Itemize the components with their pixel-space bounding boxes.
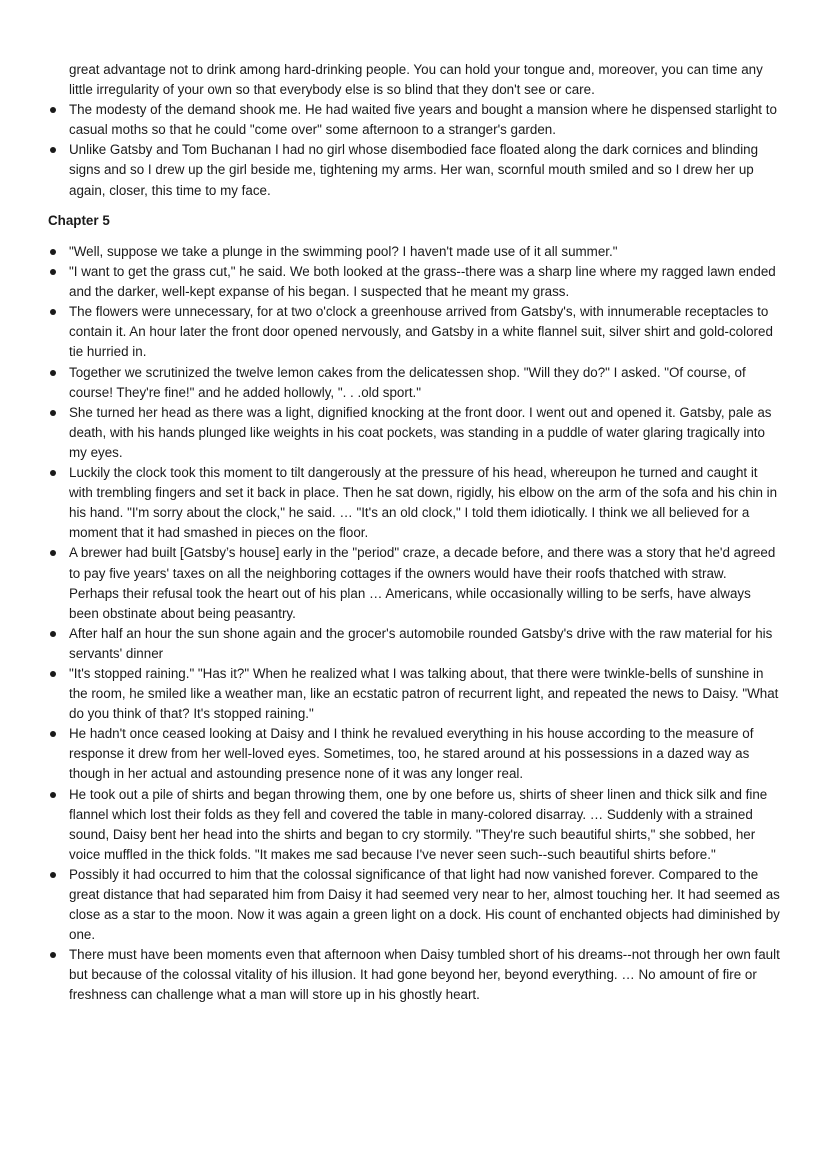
- bullet-icon: [50, 731, 56, 737]
- list-item: [0, 242, 828, 262]
- bullet-icon: [50, 952, 56, 958]
- list-item-text: She turned her head as there was a light, dignified knocking at the front door. I went out and opened it. Gatsby, pale as death, with his hands plunged like weights in his coat pockets, was standing in a puddle of water glaring tragically into my eyes.: [69, 404, 772, 460]
- bullet-icon: [50, 550, 56, 556]
- list-item-text: great advantage not to drink among hard-drinking people. You can hold your tongue and, moreover, you can time any little irregularity of your own so that everybody else is so blind that they don't see or care.: [69, 62, 763, 98]
- list-item: [0, 140, 828, 200]
- bullet-icon: [50, 370, 56, 376]
- bullet-icon: [50, 631, 56, 637]
- bullet-icon: [50, 410, 56, 416]
- list-item-text: "It's stopped raining." "Has it?" When he realized what I was talking about, that there were twinkle-bells of sunshine in the room, he smiled like a weather man, like an ecstatic patron of recurrent light, and repeated the news to Daisy. "What do you think of that? It's stopped raining.": [69, 665, 779, 722]
- list-item: [0, 945, 828, 1005]
- list-item: [0, 363, 828, 403]
- bullet-icon: [50, 792, 56, 798]
- bullet-icon: [50, 671, 56, 677]
- bullet-icon: [50, 107, 56, 113]
- list-item: [0, 60, 828, 100]
- list-item-text: Unlike Gatsby and Tom Buchanan I had no girl whose disembodied face floated along the dark cornices and blinding signs and so I drew up the girl beside me, tightening my arms. Her wan, scornful mouth smiled and so I drew her up again, closer, this time to my face.: [69, 142, 759, 198]
- list-item: [0, 724, 828, 784]
- list-item: [0, 624, 828, 664]
- list-item-text: There must have been moments even that afternoon when Daisy tumbled short of his dreams--not through her own fault but because of the colossal vitality of his illusion. It had gone beyond her, beyond everything. … No amount of fire or freshness can challenge what a man will store up in his ghostly heart.: [69, 947, 780, 1003]
- list-item-text: He hadn't once ceased looking at Daisy and I think he revalued everything in his house according to the measure of response it drew from her well-loved eyes. Sometimes, too, he stared around at his possessions in a dazed way as though in her actual and astounding presence none of it was any longer real.: [69, 726, 754, 782]
- list-item-text: Possibly it had occurred to him that the colossal significance of that light had now vanished forever. Compared to the great distance that had separated him from Daisy it had seemed very near to her, almost touching her. It had seemed as close as a star to the moon. Now it was again a green light on a dock. His count of enchanted objects had diminished by one.: [69, 866, 780, 943]
- bullet-icon: [50, 872, 56, 878]
- list-item-text: "Well, suppose we take a plunge in the swimming pool? I haven't made use of it all summer.": [69, 244, 618, 259]
- list-item-text: After half an hour the sun shone again and the grocer's automobile rounded Gatsby's drive with the raw material for his servants' dinner: [69, 625, 773, 661]
- bullet-icon: [50, 309, 56, 315]
- list-item-text: Luckily the clock took this moment to tilt dangerously at the pressure of his head, whereupon he turned and caught it with trembling fingers and set it back in place. Then he sat down, rigidly, his elbow on the arm of the sofa and his chin in his hand. "I'm sorry about the clock," he said. … "It's an old clock," I told them idiotically. I think we all believed for a moment that it had smashed in pieces on the floor.: [69, 465, 778, 541]
- continued-quote-list: [0, 60, 828, 201]
- list-item-text: Together we scrutinized the twelve lemon cakes from the delicatessen shop. "Will they do?" I asked. "Of course, of course! They're fine!" and he added hollowly, ". . .old sport.": [69, 364, 746, 400]
- list-item-text: "I want to get the grass cut," he said. We both looked at the grass--there was a sharp line where my ragged lawn ended and the darker, well-kept expanse of his began. I suspected that he meant my grass.: [69, 264, 776, 300]
- chapter-quote-list: [0, 242, 828, 1006]
- list-item: [0, 463, 828, 543]
- list-item-text: The flowers were unnecessary, for at two o'clock a greenhouse arrived from Gatsby's, with innumerable receptacles to contain it. An hour later the front door opened nervously, and Gatsby in a white flannel suit, silver shirt and gold-colored tie hurried in.: [69, 304, 773, 360]
- list-item: [0, 543, 828, 623]
- list-item: [0, 785, 828, 865]
- bullet-icon: [50, 147, 56, 153]
- bullet-icon: [50, 470, 56, 476]
- list-item: [0, 100, 828, 140]
- list-item-text: A brewer had built [Gatsby’s house] early in the "period" craze, a decade before, and there was a story that he'd agreed to pay five years' taxes on all the neighboring cottages if the owners would have their roofs thatched with straw. Perhaps their refusal took the heart out of his plan … Americans, while occasionally willing to be serfs, have always been obstinate about being peasantry.: [69, 545, 776, 621]
- list-item-text: He took out a pile of shirts and began throwing them, one by one before us, shirts of sheer linen and thick silk and fine flannel which lost their folds as they fell and covered the table in many-colored disarray. … Suddenly with a strained sound, Daisy bent her head into the shirts and began to cry stormily. "They're such beautiful shirts," she sobbed, her voice muffled in the thick folds. "It makes me sad because I've never seen such--such beautiful shirts before.": [69, 786, 768, 862]
- chapter-heading: Chapter 5: [48, 213, 110, 228]
- list-item: [0, 403, 828, 463]
- list-item-text: The modesty of the demand shook me. He had waited five years and bought a mansion where he dispensed starlight to casual moths so that he could "come over" some afternoon to a stranger's garden.: [69, 102, 777, 138]
- list-item: [0, 664, 828, 724]
- list-item: [0, 865, 828, 945]
- bullet-icon: [50, 269, 56, 275]
- list-item: [0, 262, 828, 302]
- list-item: [0, 302, 828, 362]
- bullet-icon: [50, 249, 56, 255]
